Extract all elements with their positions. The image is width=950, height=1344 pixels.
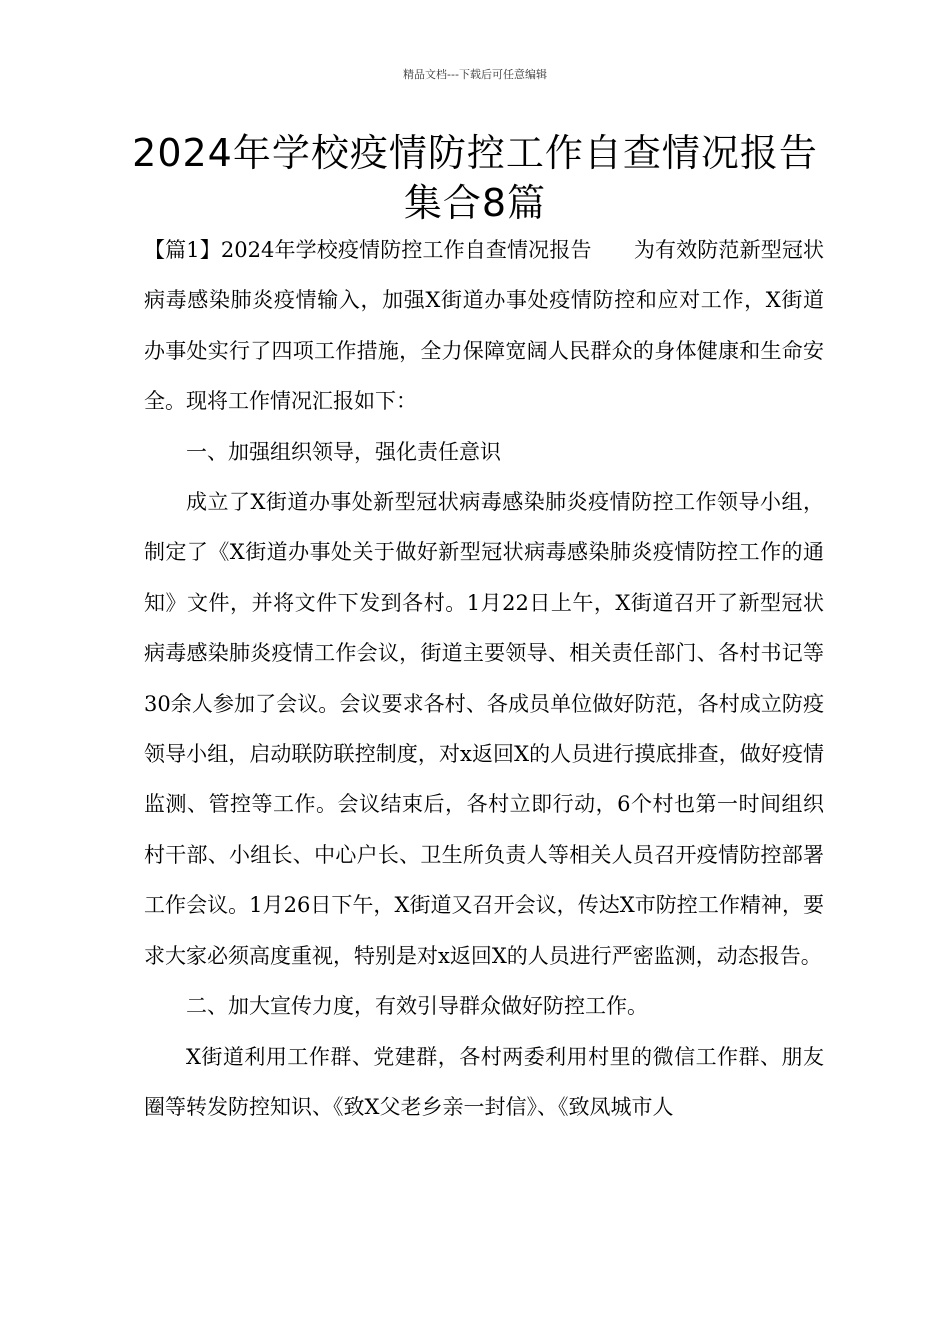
paragraph-intro: 【篇1】2024年学校疫情防控工作自查情况报告 为有效防范新型冠状病毒感染肺炎疫情输入，加强X街道办事处疫情防控和应对工作，X街道办事处实行了四项工作措施，全力保障宽阔人民群众的身体健康和生命安全。现将工作情况汇报如下：: [144, 238, 824, 414]
title-line-2: 集合8篇: [403, 181, 547, 225]
paragraph-section-2: X街道利用工作群、党建群，各村两委利用村里的微信工作群、朋友圈等转发防控知识、《致X父老乡亲一封信》、《致凤城市人: [144, 1044, 824, 1119]
title-line-1: 2024年学校疫情防控工作自查情况报告: [132, 131, 818, 175]
section-heading-2: 二、加大宣传力度，有效引导群众做好防控工作。: [186, 994, 648, 1019]
document-body: [144, 225, 824, 1132]
section-heading-1: 一、加强组织领导，强化责任意识: [186, 439, 501, 464]
paragraph-section-1: 成立了X街道办事处新型冠状病毒感染肺炎疫情防控工作领导小组，制定了《X街道办事处关于做好新型冠状病毒感染肺炎疫情防控工作的通知》文件，并将文件下发到各村。1月22日上午，X街道召开了新型冠状病毒感染肺炎疫情工作会议，街道主要领导、相关责任部门、各村书记等30余人参加了会议。会议要求各村、各成员单位做好防范，各村成立防疫领导小组，启动联防联控制度，对x返回X的人员进行摸底排查，做好疫情监测、管控等工作。会议结束后，各村立即行动，6个村也第一时间组织村干部、小组长、中心户长、卫生所负责人等相关人员召开疫情防控部署工作会议。1月26日下午，X街道又召开会议，传达X市防控工作精神，要求大家必须高度重视，特别是对x返回X的人员进行严密监测，动态报告。: [144, 490, 824, 968]
header-note: 精品文档---下载后可任意编辑: [403, 68, 547, 81]
document-title: [120, 128, 830, 228]
